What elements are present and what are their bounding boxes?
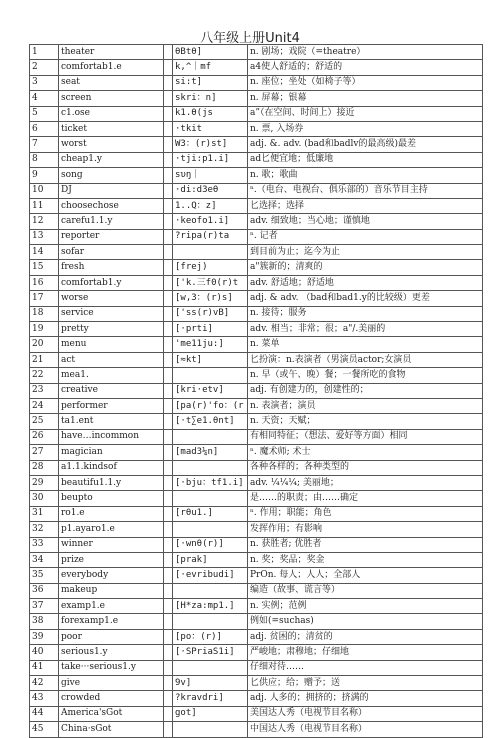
table-row (30, 522, 483, 537)
meaning-cell: 美国达人秀（电视节目名称） (248, 706, 483, 721)
divider-cell (164, 322, 173, 337)
table-row (30, 306, 483, 321)
phonetic-cell: θBtθ] (173, 45, 248, 60)
word-cell: comfortab1.y (59, 275, 164, 290)
table-row (30, 506, 483, 521)
row-number: 35 (30, 568, 59, 583)
word-cell: c1.ose (59, 106, 164, 121)
word-cell: DJ (59, 183, 164, 198)
divider-cell (164, 568, 173, 583)
meaning-cell: 例如(=suchas) (248, 614, 483, 629)
meaning-cell: PrOn. 每人；人人；全部人 (248, 568, 483, 583)
divider-cell (164, 691, 173, 706)
word-cell: give (59, 676, 164, 691)
phonetic-cell (173, 583, 248, 598)
word-cell: performer (59, 398, 164, 413)
table-row (30, 75, 483, 90)
table-row (30, 91, 483, 106)
phonetic-cell: ·tji:p1.i] (173, 152, 248, 167)
meaning-cell: 编造（故事、谎言等） (248, 583, 483, 598)
word-cell: beautifu1.1.y (59, 475, 164, 490)
word-cell: pretty (59, 322, 164, 337)
meaning-cell: n. 票, 入场券 (248, 121, 483, 136)
divider-cell (164, 383, 173, 398)
word-cell: cheap1.y (59, 152, 164, 167)
row-number: 4 (30, 91, 59, 106)
table-row (30, 229, 483, 244)
phonetic-cell (173, 522, 248, 537)
divider-cell (164, 121, 173, 136)
phonetic-cell: 'me11ju:] (173, 337, 248, 352)
table-row (30, 121, 483, 136)
table-row (30, 583, 483, 598)
phonetic-cell: ['k.三f0(r)t (173, 275, 248, 290)
row-number: 33 (30, 537, 59, 552)
divider-cell (164, 260, 173, 275)
word-cell: comfortab1.e (59, 60, 164, 75)
word-cell: service (59, 306, 164, 321)
phonetic-cell: skri：n] (173, 91, 248, 106)
divider-cell (164, 414, 173, 429)
divider-cell (164, 398, 173, 413)
word-cell: reporter (59, 229, 164, 244)
meaning-cell: adv. ¼¼¼; 美丽地； (248, 475, 483, 490)
meaning-cell: 各种各样的；各种类型的 (248, 460, 483, 475)
divider-cell (164, 229, 173, 244)
table-row (30, 398, 483, 413)
row-number: 12 (30, 214, 59, 229)
phonetic-cell (173, 614, 248, 629)
phonetic-cell (173, 460, 248, 475)
meaning-cell: 有相同特征；（想法、爱好等方面）相同 (248, 429, 483, 444)
divider-cell (164, 706, 173, 721)
row-number: 21 (30, 352, 59, 367)
meaning-cell: ⁿ. 记者 (248, 229, 483, 244)
table-row (30, 706, 483, 721)
phonetic-cell: [·prti] (173, 322, 248, 337)
meaning-cell: 匕供应；给；赠予；送 (248, 676, 483, 691)
meaning-cell: n. 早（或午、晚）餐；一餐所吃的食物 (248, 368, 483, 383)
meaning-cell: adj. 有创建力的，创建性的； (248, 383, 483, 398)
phonetic-cell: [kri·etv] (173, 383, 248, 398)
table-row (30, 414, 483, 429)
row-number: 10 (30, 183, 59, 198)
table-row (30, 599, 483, 614)
word-cell: China·sGot (59, 722, 164, 737)
divider-cell (164, 460, 173, 475)
word-cell: forexamp1.e (59, 614, 164, 629)
word-cell: screen (59, 91, 164, 106)
divider-cell (164, 475, 173, 490)
word-cell: mea1. (59, 368, 164, 383)
meaning-cell: adj. &. adv. (bad和badlv的最高级)最差 (248, 137, 483, 152)
vocabulary-table-body (30, 45, 483, 738)
divider-cell (164, 75, 173, 90)
meaning-cell: adj. 人多的；拥挤的；挤满的 (248, 691, 483, 706)
meaning-cell: 严峻地；肃穆地；仔细地 (248, 645, 483, 660)
divider-cell (164, 537, 173, 552)
phonetic-cell: got] (173, 706, 248, 721)
row-number: 27 (30, 445, 59, 460)
phonetic-cell: 1..Q：z] (173, 198, 248, 213)
phonetic-cell: [mad3¼n] (173, 445, 248, 460)
row-number: 45 (30, 722, 59, 737)
meaning-cell: n. 菜单 (248, 337, 483, 352)
divider-cell (164, 429, 173, 444)
divider-cell (164, 306, 173, 321)
row-number: 19 (30, 322, 59, 337)
divider-cell (164, 137, 173, 152)
meaning-cell: adv. 相当；非常；很；a"/.美丽的 (248, 322, 483, 337)
table-row (30, 552, 483, 567)
word-cell: have…incommon (59, 429, 164, 444)
row-number: 31 (30, 506, 59, 521)
row-number: 22 (30, 368, 59, 383)
table-row (30, 245, 483, 260)
divider-cell (164, 91, 173, 106)
divider-cell (164, 645, 173, 660)
word-cell: poor (59, 629, 164, 644)
meaning-cell: a4使人舒适的；舒适的 (248, 60, 483, 75)
divider-cell (164, 214, 173, 229)
divider-cell (164, 552, 173, 567)
table-row (30, 460, 483, 475)
table-row (30, 645, 483, 660)
row-number: 6 (30, 121, 59, 136)
phonetic-cell: [pa(r)'fo：(r (173, 398, 248, 413)
word-cell: p1.ayaro1.e (59, 522, 164, 537)
divider-cell (164, 245, 173, 260)
row-number: 20 (30, 337, 59, 352)
word-cell: prize (59, 552, 164, 567)
meaning-cell: 发挥作用；有影响 (248, 522, 483, 537)
meaning-cell: adj. & adv. （bad和bad1.y的比较级）更差 (248, 291, 483, 306)
phonetic-cell: [·SPriaS1i] (173, 645, 248, 660)
table-row (30, 60, 483, 75)
table-row (30, 691, 483, 706)
row-number: 42 (30, 676, 59, 691)
row-number: 14 (30, 245, 59, 260)
row-number: 8 (30, 152, 59, 167)
phonetic-cell: [prak] (173, 552, 248, 567)
meaning-cell: n. 接待；服务 (248, 306, 483, 321)
word-cell: beupto (59, 491, 164, 506)
row-number: 39 (30, 629, 59, 644)
phonetic-cell (173, 429, 248, 444)
meaning-cell: n. 获胜者; 优胜者 (248, 537, 483, 552)
word-cell: act (59, 352, 164, 367)
divider-cell (164, 183, 173, 198)
divider-cell (164, 599, 173, 614)
word-cell: magician (59, 445, 164, 460)
divider-cell (164, 676, 173, 691)
table-row (30, 322, 483, 337)
meaning-cell: 匕扮演：n.表演者（男演员actor;女演员 (248, 352, 483, 367)
divider-cell (164, 275, 173, 290)
meaning-cell: 仔细对待…… (248, 660, 483, 675)
divider-cell (164, 106, 173, 121)
phonetic-cell: [·evribudi] (173, 568, 248, 583)
meaning-cell: n. 实例；范例 (248, 599, 483, 614)
divider-cell (164, 152, 173, 167)
table-row (30, 722, 483, 737)
word-cell: song (59, 168, 164, 183)
row-number: 34 (30, 552, 59, 567)
phonetic-cell: sυŋ｜ (173, 168, 248, 183)
phonetic-cell: ?kravdri] (173, 691, 248, 706)
row-number: 18 (30, 306, 59, 321)
table-row (30, 445, 483, 460)
row-number: 36 (30, 583, 59, 598)
divider-cell (164, 506, 173, 521)
row-number: 23 (30, 383, 59, 398)
table-row (30, 537, 483, 552)
meaning-cell: 是……的职责；由……确定 (248, 491, 483, 506)
table-row (30, 383, 483, 398)
word-cell: fresh (59, 260, 164, 275)
phonetic-cell: 9v] (173, 676, 248, 691)
word-cell: everybody (59, 568, 164, 583)
row-number: 17 (30, 291, 59, 306)
table-row (30, 106, 483, 121)
row-number: 7 (30, 137, 59, 152)
table-row (30, 198, 483, 213)
table-row (30, 183, 483, 198)
table-row (30, 214, 483, 229)
row-number: 41 (30, 660, 59, 675)
meaning-cell: ad匕便宜地；低廉地 (248, 152, 483, 167)
row-number: 3 (30, 75, 59, 90)
word-cell: ticket (59, 121, 164, 136)
row-number: 30 (30, 491, 59, 506)
divider-cell (164, 583, 173, 598)
table-row (30, 629, 483, 644)
row-number: 11 (30, 198, 59, 213)
phonetic-cell: [·bju：tf1.i] (173, 475, 248, 490)
row-number: 9 (30, 168, 59, 183)
meaning-cell: 匕选择；选择 (248, 198, 483, 213)
phonetic-cell (173, 660, 248, 675)
divider-cell (164, 722, 173, 737)
meaning-cell: n. 天资；天赋； (248, 414, 483, 429)
table-row (30, 260, 483, 275)
meaning-cell: ⁿ. 作用；职能；角色 (248, 506, 483, 521)
row-number: 37 (30, 599, 59, 614)
table-row (30, 614, 483, 629)
meaning-cell: ⁿ.（电台、电视台、俱乐部的）音乐节目主持 (248, 183, 483, 198)
row-number: 28 (30, 460, 59, 475)
divider-cell (164, 445, 173, 460)
meaning-cell: n. 奖；奖品；奖金 (248, 552, 483, 567)
word-cell: examp1.e (59, 599, 164, 614)
table-row (30, 475, 483, 490)
phonetic-cell: W3：(r)st] (173, 137, 248, 152)
phonetic-cell: [frej) (173, 260, 248, 275)
word-cell: worse (59, 291, 164, 306)
table-row (30, 676, 483, 691)
divider-cell (164, 337, 173, 352)
word-cell: makeup (59, 583, 164, 598)
divider-cell (164, 522, 173, 537)
phonetic-cell: k,^｜mf (173, 60, 248, 75)
word-cell: serious1.y (59, 645, 164, 660)
phonetic-cell: [rθu1.] (173, 506, 248, 521)
row-number: 43 (30, 691, 59, 706)
phonetic-cell (173, 368, 248, 383)
table-row (30, 275, 483, 290)
phonetic-cell: k1.θ(js (173, 106, 248, 121)
phonetic-cell: ?ripa(r)ta (173, 229, 248, 244)
phonetic-cell: [≈kt] (173, 352, 248, 367)
divider-cell (164, 45, 173, 60)
table-row (30, 568, 483, 583)
phonetic-cell: [·t∑e1.θnt] (173, 414, 248, 429)
divider-cell (164, 491, 173, 506)
row-number: 29 (30, 475, 59, 490)
meaning-cell: n. 座位；坐处（如椅子等） (248, 75, 483, 90)
divider-cell (164, 168, 173, 183)
table-row (30, 337, 483, 352)
meaning-cell: adj. 贫困的；清贫的 (248, 629, 483, 644)
table-row (30, 152, 483, 167)
word-cell: theater (59, 45, 164, 60)
meaning-cell: a"簇新的；清爽的 (248, 260, 483, 275)
word-cell: ta1.ent (59, 414, 164, 429)
phonetic-cell: ·tkit (173, 121, 248, 136)
page-title: 八年级上册Unit4 (200, 31, 300, 46)
phonetic-cell (173, 245, 248, 260)
phonetic-cell (173, 722, 248, 737)
phonetic-cell (173, 491, 248, 506)
divider-cell (164, 629, 173, 644)
meaning-cell: n. 表演者；演员 (248, 398, 483, 413)
word-cell: seat (59, 75, 164, 90)
divider-cell (164, 660, 173, 675)
row-number: 32 (30, 522, 59, 537)
table-row (30, 168, 483, 183)
table-row (30, 352, 483, 367)
meaning-cell: adv. 细致地；当心地；谨慎地 (248, 214, 483, 229)
word-cell: a1.1.kindsof (59, 460, 164, 475)
phonetic-cell: [po：(r)] (173, 629, 248, 644)
table-row (30, 45, 483, 60)
row-number: 44 (30, 706, 59, 721)
row-number: 40 (30, 645, 59, 660)
phonetic-cell: [w,3：(r)s] (173, 291, 248, 306)
meaning-cell: 中国达人秀（电视节目名称） (248, 722, 483, 737)
table-row (30, 368, 483, 383)
table-row (30, 491, 483, 506)
table-row (30, 137, 483, 152)
word-cell: winner (59, 537, 164, 552)
phonetic-cell: ·di:d3eθ (173, 183, 248, 198)
row-number: 2 (30, 60, 59, 75)
divider-cell (164, 291, 173, 306)
word-cell: crowded (59, 691, 164, 706)
vocabulary-table (29, 44, 483, 738)
row-number: 24 (30, 398, 59, 413)
row-number: 13 (30, 229, 59, 244)
meaning-cell: a”（在空间、时间上）接近 (248, 106, 483, 121)
row-number: 16 (30, 275, 59, 290)
meaning-cell: adv. 舒适地；舒适地 (248, 275, 483, 290)
word-cell: choosechose (59, 198, 164, 213)
divider-cell (164, 352, 173, 367)
row-number: 38 (30, 614, 59, 629)
phonetic-cell: ·keofo1.i] (173, 214, 248, 229)
meaning-cell: 到目前为止；迄今为止 (248, 245, 483, 260)
word-cell: take···serious1.y (59, 660, 164, 675)
row-number: 25 (30, 414, 59, 429)
phonetic-cell: si:t] (173, 75, 248, 90)
divider-cell (164, 198, 173, 213)
table-row (30, 429, 483, 444)
word-cell: ro1.e (59, 506, 164, 521)
meaning-cell: n. 歌；歌曲 (248, 168, 483, 183)
divider-cell (164, 614, 173, 629)
word-cell: America'sGot (59, 706, 164, 721)
row-number: 1 (30, 45, 59, 60)
word-cell: carefu1.1.y (59, 214, 164, 229)
meaning-cell: n. 屏幕；银幕 (248, 91, 483, 106)
phonetic-cell: [H*za:mp1.] (173, 599, 248, 614)
row-number: 5 (30, 106, 59, 121)
phonetic-cell: [·wnθ(r)] (173, 537, 248, 552)
word-cell: menu (59, 337, 164, 352)
divider-cell (164, 60, 173, 75)
divider-cell (164, 368, 173, 383)
table-row (30, 291, 483, 306)
word-cell: worst (59, 137, 164, 152)
table-row (30, 660, 483, 675)
phonetic-cell: ['ss(r)vB] (173, 306, 248, 321)
word-cell: sofar (59, 245, 164, 260)
row-number: 26 (30, 429, 59, 444)
word-cell: creative (59, 383, 164, 398)
meaning-cell: n. 剧场；戏院（=theatre） (248, 45, 483, 60)
meaning-cell: ⁿ. 魔术师; 术士 (248, 445, 483, 460)
row-number: 15 (30, 260, 59, 275)
